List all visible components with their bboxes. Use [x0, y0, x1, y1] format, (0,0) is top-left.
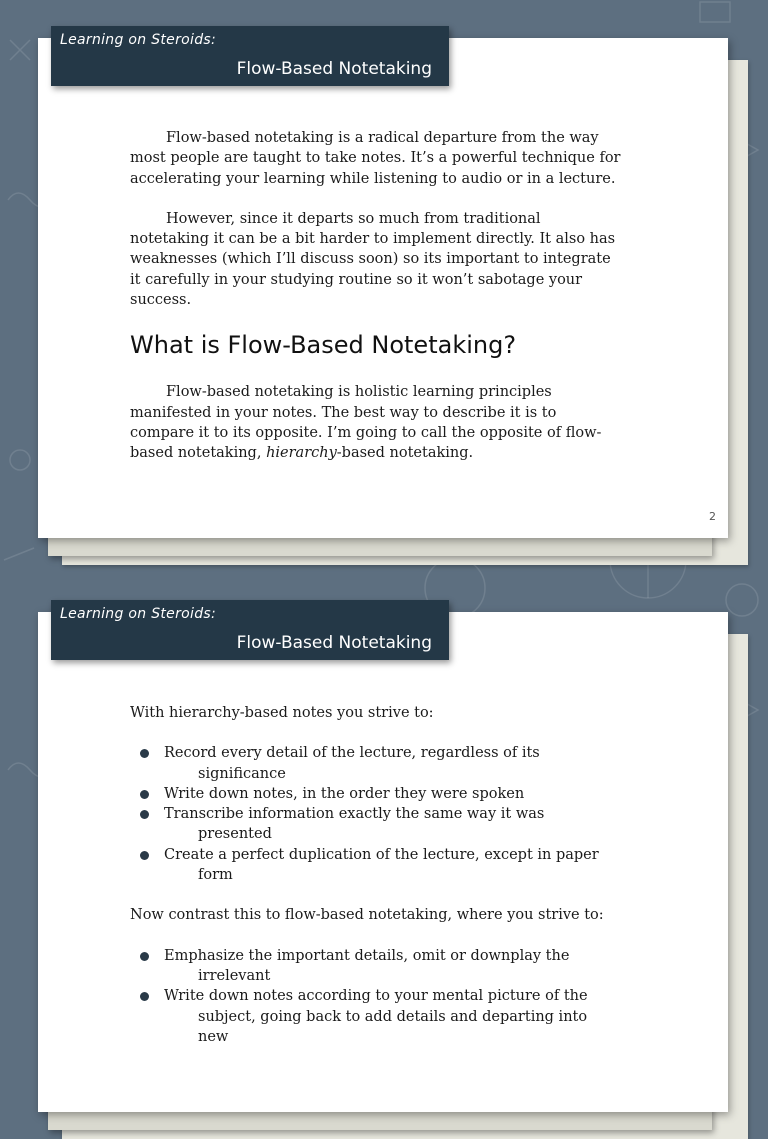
banner-title: Flow-Based Notetaking: [236, 633, 432, 653]
list-intro: Now contrast this to flow-based notetaking, where you strive to:: [130, 907, 604, 924]
banner-series: Learning on Steroids:: [60, 606, 217, 622]
slide-page-2: [0, 574, 768, 1045]
bullet-list: [130, 743, 622, 885]
paragraph: [130, 382, 622, 463]
list-intro: With hierarchy-based notes you strive to:: [130, 705, 434, 721]
list-item-continuation: subject, going back to add details and departing into new: [198, 1008, 588, 1045]
list-item: [130, 784, 622, 804]
page-number: 2: [709, 510, 716, 523]
list-item-continuation: presented: [198, 826, 272, 843]
list-item: [130, 986, 622, 1047]
list-item-continuation: significance: [198, 765, 286, 782]
title-banner: [51, 600, 449, 660]
list-item-text: Transcribe information exactly the same way it was: [164, 806, 545, 823]
paragraph-text: -based notetaking.: [336, 445, 474, 462]
list-item: [130, 946, 622, 987]
paragraph-text: Flow-based notetaking is holistic learning principles manifested in your notes. The best way to describe it is to compare it to its opposite. I’m going to call the opposite of flow-based notetaking,: [130, 384, 602, 462]
list-item-text: Write down notes according to your mental picture of the: [164, 988, 588, 1005]
list-item-text: Emphasize the important details, omit or downplay the: [164, 947, 570, 964]
banner-title: Flow-Based Notetaking: [236, 59, 432, 79]
section-heading: What is Flow-Based Notetaking?: [130, 331, 517, 360]
list-item-text: Write down notes, in the order they were spoken: [164, 785, 525, 802]
paragraph: However, since it departs so much from traditional notetaking it can be a bit harder to implement directly. It also has weaknesses (which I’ll discuss soon) so its important to integrate it carefully in your studying routine so it won’t sabotage your success.: [130, 210, 616, 309]
page-content: [130, 703, 622, 1067]
emphasis-text: hierarchy: [266, 445, 337, 462]
list-item-continuation: form: [198, 867, 233, 884]
list-item-text: Record every detail of the lecture, regardless of its: [164, 745, 540, 762]
bullet-list: [130, 946, 622, 1047]
page-content: [130, 128, 622, 484]
list-item-text: Create a perfect duplication of the lecture, except in paper: [164, 846, 599, 863]
list-item-continuation: irrelevant: [198, 967, 271, 984]
list-item: [130, 845, 622, 886]
list-item: [130, 743, 622, 784]
list-item: [130, 804, 622, 845]
title-banner: [51, 26, 449, 86]
paragraph: Flow-based notetaking is a radical departure from the way most people are taught to take notes. It’s a powerful technique for accelerating your learning while listening to audio or in a lecture.: [130, 130, 621, 187]
banner-series: Learning on Steroids:: [60, 32, 217, 48]
